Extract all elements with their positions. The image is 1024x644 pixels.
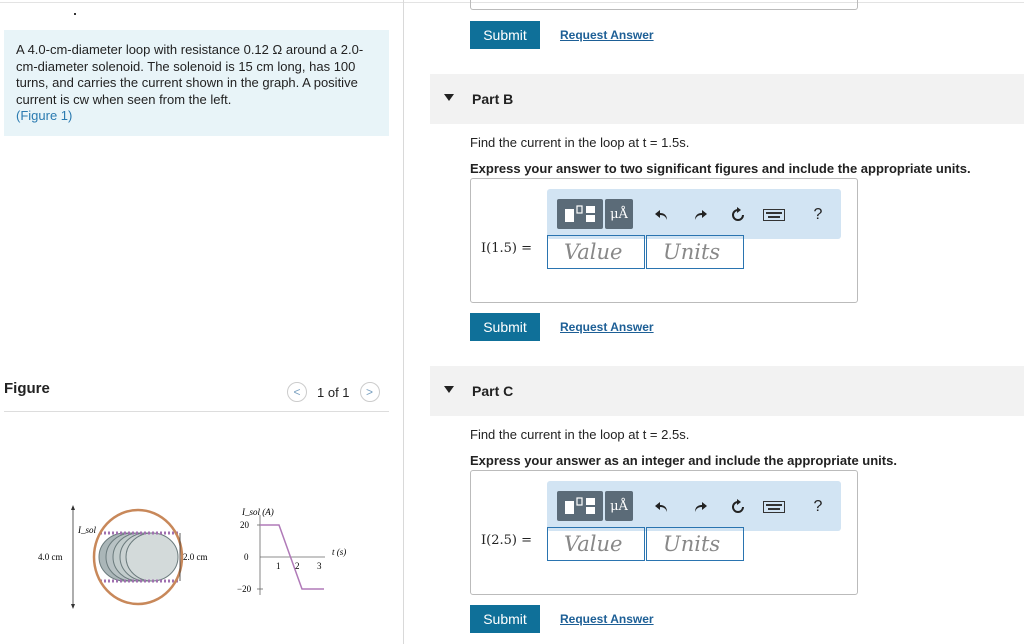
math-toolbar: [547, 189, 841, 239]
part-c-request-answer-link[interactable]: Request Answer: [560, 612, 654, 626]
part-c-instruction: Express your answer as an integer and include the appropriate units.: [470, 453, 897, 468]
part-b-request-answer-link[interactable]: Request Answer: [560, 320, 654, 334]
help-icon[interactable]: ?: [813, 498, 823, 515]
figure-title: Figure: [4, 380, 50, 397]
y-tick-0: 0: [244, 552, 249, 562]
pager-text: 1 of 1: [317, 384, 350, 400]
x-tick-1: 1: [276, 561, 281, 571]
reset-icon[interactable]: [727, 496, 749, 518]
keyboard-icon[interactable]: [763, 496, 785, 518]
templates-icon: [557, 491, 603, 521]
part-b-label: Part B: [472, 91, 514, 107]
part-b-value-input[interactable]: Value: [547, 235, 645, 269]
part-b-header[interactable]: [430, 74, 1024, 124]
redo-icon[interactable]: [689, 496, 711, 518]
part-c-question: Find the current in the loop at t = 2.5s.: [470, 427, 690, 442]
part-a-answer-box: [470, 0, 858, 10]
part-c-header[interactable]: [430, 366, 1024, 416]
part-b-units-input[interactable]: Units: [646, 235, 744, 269]
part-b-answer-box: [470, 178, 858, 303]
bullet-dot: [74, 13, 76, 15]
x-tick-2: 2: [295, 561, 300, 571]
keyboard-icon[interactable]: [763, 204, 785, 226]
units-button[interactable]: μÅ: [605, 199, 633, 229]
current-graph: [237, 507, 346, 595]
templates-icon: [557, 199, 603, 229]
help-icon[interactable]: ?: [813, 206, 823, 223]
figure-image: [30, 495, 360, 615]
figure-divider: [4, 411, 389, 412]
x-tick-3: 3: [317, 561, 322, 571]
part-a-request-answer-link[interactable]: Request Answer: [560, 28, 654, 42]
prev-figure-button[interactable]: <: [287, 382, 307, 402]
y-tick-20: 20: [240, 520, 249, 530]
redo-icon[interactable]: [689, 204, 711, 226]
loop-diameter-label: 4.0 cm: [38, 552, 63, 562]
collapse-caret-icon: [444, 386, 454, 393]
part-a-submit-button[interactable]: Submit: [470, 21, 540, 49]
part-b-submit-button[interactable]: Submit: [470, 313, 540, 341]
part-c-label: Part C: [472, 383, 514, 399]
math-toolbar: [547, 481, 841, 531]
undo-icon[interactable]: [651, 496, 673, 518]
graph-y-label: I_sol (A): [242, 507, 274, 517]
problem-text: A 4.0-cm-diameter loop with resistance 0.12 Ω around a 2.0-cm-diameter solenoid. The solenoid is 15 cm long, has 100 turns, and carries the current shown in the graph. A positive current is cw when seen from the left.: [16, 42, 364, 107]
solenoid-diameter-label: 2.0 cm: [183, 552, 208, 562]
part-c-units-input[interactable]: Units: [646, 527, 744, 561]
i-sol-label: I_sol: [78, 525, 96, 535]
figure-pager: [287, 381, 380, 403]
part-c-value-input[interactable]: Value: [547, 527, 645, 561]
part-c-variable-label: I(2.5) =: [481, 533, 532, 548]
solenoid: [99, 533, 180, 581]
next-figure-button[interactable]: >: [360, 382, 380, 402]
figure-link[interactable]: (Figure 1): [16, 108, 73, 123]
column-divider: [403, 0, 404, 644]
part-b-variable-label: I(1.5) =: [481, 241, 532, 256]
part-c-submit-button[interactable]: Submit: [470, 605, 540, 633]
part-b-question: Find the current in the loop at t = 1.5s.: [470, 135, 690, 150]
collapse-caret-icon: [444, 94, 454, 101]
y-tick-neg20: −20: [237, 584, 252, 594]
reset-icon[interactable]: [727, 204, 749, 226]
units-button[interactable]: μÅ: [605, 491, 633, 521]
undo-icon[interactable]: [651, 204, 673, 226]
problem-statement: [4, 30, 389, 136]
templates-button[interactable]: [557, 199, 603, 229]
templates-button[interactable]: [557, 491, 603, 521]
graph-x-label: t (s): [332, 547, 347, 557]
part-b-instruction: Express your answer to two significant figures and include the appropriate units.: [470, 161, 971, 176]
part-c-answer-box: [470, 470, 858, 595]
